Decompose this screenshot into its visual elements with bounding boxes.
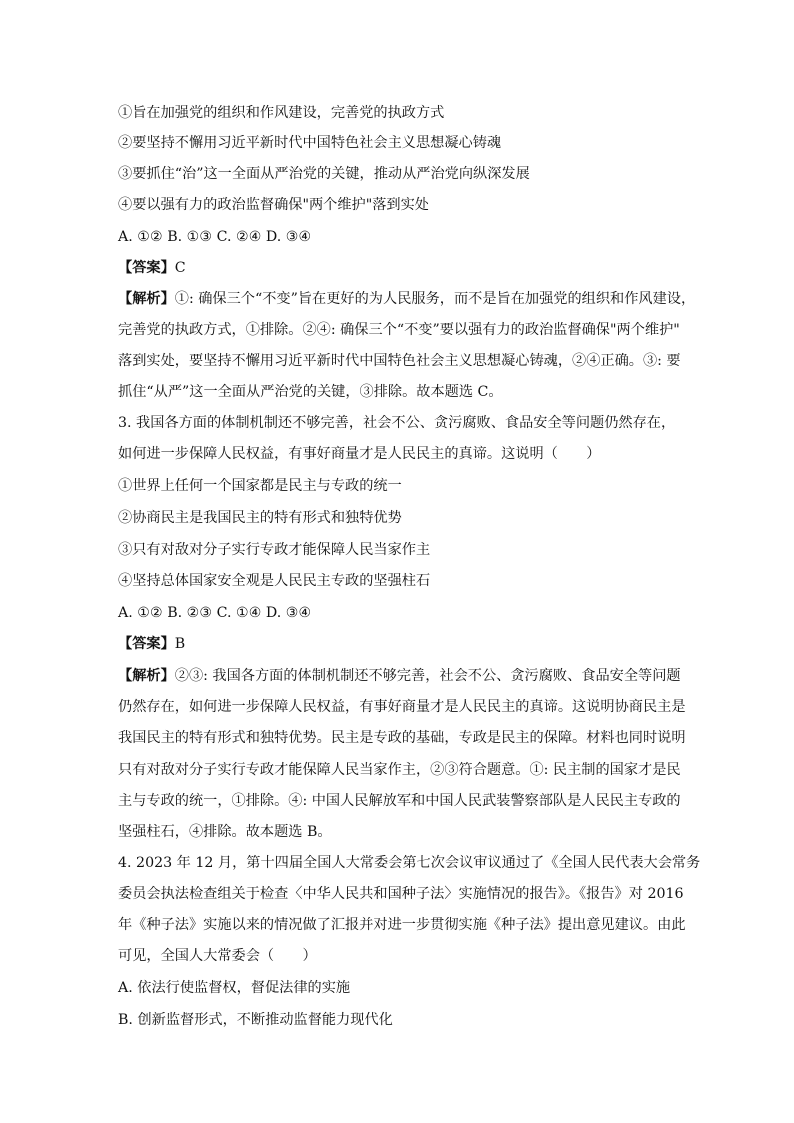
- q3-option-3: ③只有对敌对分子实行专政才能保障人民当家作主: [118, 542, 431, 558]
- q4-stem-line-4: 可见，全国人大常委会（ ）: [118, 948, 317, 964]
- q2-option-2: ②要坚持不懈用习近平新时代中国特色社会主义思想凝心铸魂: [118, 135, 502, 151]
- answer-tag: 【答案】: [118, 260, 175, 276]
- q3-analysis-line-6: 坚强柱石，④排除。故本题选 B。: [118, 824, 332, 840]
- q3-option-1: ①世界上任何一个国家都是民主与专政的统一: [118, 478, 402, 494]
- analysis-tag: 【解析】: [118, 668, 175, 684]
- q2-analysis-line-2: 完善党的执政方式，①排除。②④: 确保三个“不变”要以强有力的政治监督确保"两个维护": [118, 322, 680, 338]
- q3-stem-line-2: 如何进一步保障人民权益，有事好商量才是人民民主的真谛。这说明（ ）: [118, 446, 601, 462]
- q4-stem-line-1: 4. 2023 年 12 月，第十四届全国人大常委会第七次会议审议通过了《全国人民代表大会常务: [118, 855, 701, 871]
- q3-option-4: ④坚持总体国家安全观是人民民主专政的坚强柱石: [118, 573, 431, 589]
- q4-option-b: B. 创新监督形式，不断推动监督能力现代化: [118, 1012, 393, 1028]
- q2-analysis-line-1: [118, 289, 695, 309]
- answer-value: B: [174, 636, 186, 652]
- q3-analysis-line-4: 只有对敌对分子实行专政才能保障人民当家作主，②③符合题意。①: 民主制的国家才是民: [118, 762, 681, 778]
- q3-answer: [118, 634, 185, 654]
- answer-tag: 【答案】: [118, 636, 175, 652]
- q4-option-a: A. 依法行使监督权，督促法律的实施: [118, 980, 351, 996]
- q4-stem-line-3: 年《种子法》实施以来的情况做了汇报并对进一步贯彻实施《种子法》提出意见建议。由此: [118, 917, 686, 933]
- q4-stem-line-2: 委员会执法检查组关于检查〈中华人民共和国种子法〉实施情况的报告》。《报告》对 2016: [118, 886, 684, 902]
- q3-option-2: ②协商民主是我国民主的特有形式和独特优势: [118, 510, 402, 526]
- analysis-tag: 【解析】: [118, 291, 175, 307]
- q3-stem-line-1: 3. 我国各方面的体制机制还不够完善，社会不公、贪污腐败、食品安全等问题仍然存在，: [118, 415, 676, 431]
- q2-analysis-line-4: 抓住“从严”这一全面从严治党的关键，③排除。故本题选 C。: [118, 384, 503, 400]
- answer-value: C: [174, 260, 186, 276]
- q3-analysis-line-5: 主与专政的统一，①排除。④: 中国人民解放军和中国人民武装警察部队是人民民主专政的: [118, 793, 681, 809]
- q3-analysis-line-3: 我国民主的特有形式和独特优势。民主是专政的基础，专政是民主的保障。材料也同时说明: [118, 730, 686, 746]
- q2-option-1: ①旨在加强党的组织和作风建设，完善党的执政方式: [118, 105, 445, 121]
- q2-answer: [118, 258, 186, 278]
- q2-analysis-line-3: 落到实处，要坚持不懈用习近平新时代中国特色社会主义思想凝心铸魂，②④正确。③: 要: [118, 353, 681, 369]
- q3-analysis-line-2: 仍然存在，如何进一步保障人民权益，有事好商量才是人民民主的真谛。这说明协商民主是: [118, 699, 686, 715]
- q2-choices: A. ①② B. ①③ C. ②④ D. ③④: [118, 229, 312, 245]
- q3-analysis-line-1: [118, 666, 681, 686]
- q2-option-3: ③要抓住“治”这一全面从严治党的关键，推动从严治党向纵深发展: [118, 166, 530, 182]
- q2-option-4: ④要以强有力的政治监督确保"两个维护"落到实处: [118, 197, 429, 213]
- analysis-text: ①: 确保三个“不变”旨在更好的为人民服务，而不是旨在加强党的组织和作风建设，: [174, 291, 696, 307]
- q3-choices: A. ①② B. ②③ C. ①④ D. ③④: [118, 605, 312, 621]
- analysis-text: ②③: 我国各方面的体制机制还不够完善，社会不公、贪污腐败、食品安全等问题: [174, 668, 681, 684]
